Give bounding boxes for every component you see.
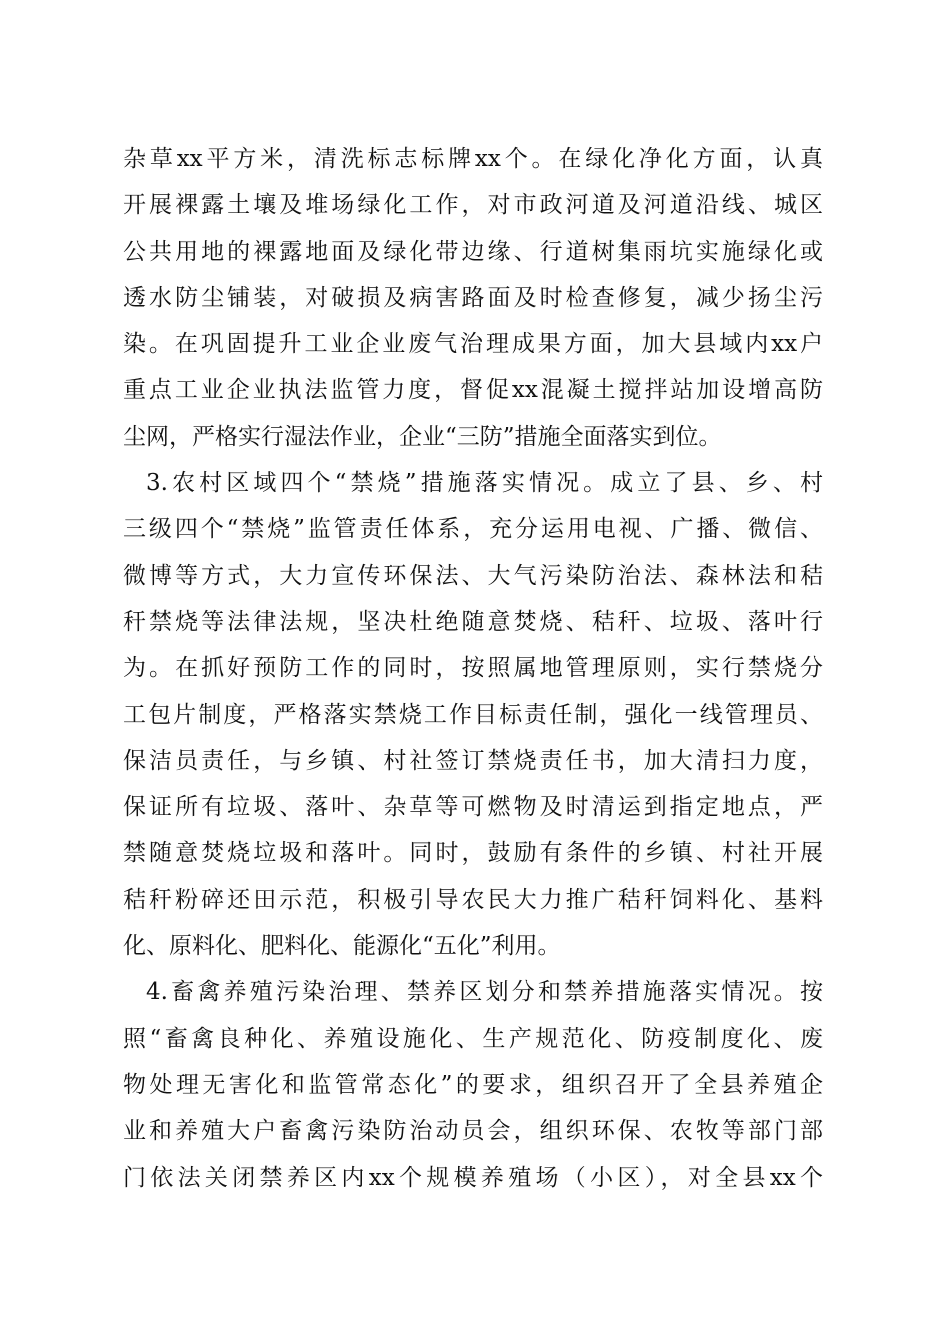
text-line: 保证所有垃圾、落叶、杂草等可燃物及时清运到指定地点，严 [123,794,823,821]
text-line: 杂草xx平方米，清洗标志标牌xx个。在绿化净化方面，认真 [123,146,823,172]
document-body [123,136,823,1201]
text-line: 尘网，严格实行湿法作业，企业“三防”措施全面落实到位。 [123,423,722,450]
text-line: 秆禁烧等法律法规，坚决杜绝随意焚烧、秸秆、垃圾、落叶行 [123,608,823,635]
text-line: 禁随意焚烧垃圾和落叶。同时，鼓励有条件的乡镇、村社开展 [123,840,823,867]
text-line: 微博等方式，大力宣传环保法、大气污染防治法、森林法和秸 [123,562,823,589]
text-line: 工包片制度，严格落实禁烧工作目标责任制，强化一线管理员、 [123,701,823,728]
text-line: 门依法关闭禁养区内xx个规模养殖场（小区），对全县xx个 [123,1164,823,1191]
text-line: 重点工业企业执法监管力度，督促xx混凝土搅拌站加设增高防 [123,377,823,404]
text-line: 物处理无害化和监管常态化”的要求，组织召开了全县养殖企 [123,1071,823,1098]
text-line: 开展裸露土壤及堆场绿化工作，对市政河道及河道沿线、城区 [123,192,823,219]
text-line: 染。在巩固提升工业企业废气治理成果方面，加大县域内xx户 [123,331,823,358]
text-line: 业和养殖大户畜禽污染防治动员会，组织环保、农牧等部门部 [123,1118,823,1145]
text-line: 4.畜禽养殖污染治理、禁养区划分和禁养措施落实情况。按 [146,979,823,1006]
text-line: 透水防尘铺装，对破损及病害路面及时检查修复，减少扬尘污 [123,284,823,311]
text-line: 3.农村区域四个“禁烧”措施落实情况。成立了县、乡、村 [146,470,823,497]
text-line: 为。在抓好预防工作的同时，按照属地管理原则，实行禁烧分 [123,655,823,682]
text-line: 三级四个“禁烧”监管责任体系，充分运用电视、广播、微信、 [123,516,823,543]
text-line: 公共用地的裸露地面及绿化带边缘、行道树集雨坑实施绿化或 [123,238,823,265]
text-line: 化、原料化、肥料化、能源化“五化”利用。 [123,933,561,960]
text-line: 秸秆粉碎还田示范，积极引导农民大力推广秸秆饲料化、基料 [123,886,823,913]
text-line: 照“畜禽良种化、养殖设施化、生产规范化、防疫制度化、废 [123,1025,823,1052]
text-line: 保洁员责任，与乡镇、村社签订禁烧责任书，加大清扫力度， [123,747,823,774]
